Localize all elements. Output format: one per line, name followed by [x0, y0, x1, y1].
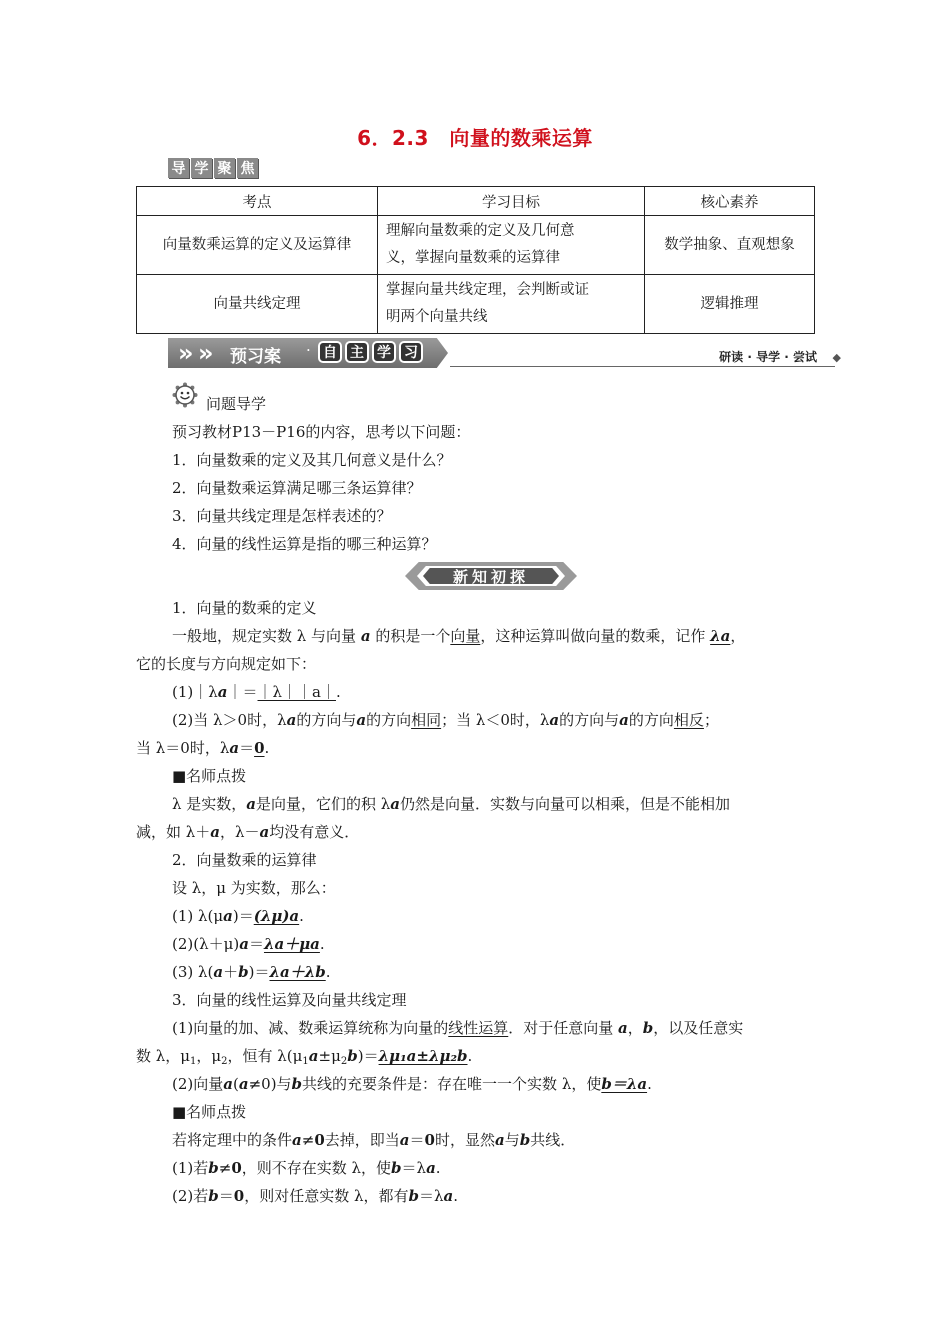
goal-cell — [378, 216, 645, 275]
goal-line: 明两个向量共线 — [386, 309, 488, 325]
table-header-row — [137, 187, 815, 216]
pill-char: 主 — [345, 341, 369, 363]
goal-cell — [378, 275, 645, 334]
paragraph-line: 一般地，规定实数 λ 与向量 a 的积是一个向量，这种运算叫做向量的数乘，记作 λa， — [172, 627, 746, 645]
banner-dot: · — [306, 341, 311, 359]
pill-char: 习 — [399, 341, 423, 363]
paragraph-line: 它的长度与方向规定如下： — [136, 655, 317, 673]
page-title: 6．2.3 向量的数乘运算 — [357, 126, 593, 150]
banner-rule — [450, 366, 835, 367]
question-item: 2．向量数乘运算满足哪三条运算律？ — [172, 479, 422, 497]
tag-label: 新知初探 — [452, 568, 529, 586]
new-knowledge-tag — [405, 562, 577, 590]
paragraph-line: 减，如 λ＋a，λ－a均没有意义． — [136, 823, 360, 841]
questions-intro: 预习教材P13－P16的内容，思考以下问题： — [172, 423, 471, 441]
question-item: 4．向量的线性运算是指的哪三种运算？ — [172, 535, 437, 553]
formula-line: (1) λ(μa)＝(λμ)a. — [172, 907, 304, 925]
table-row — [137, 216, 815, 275]
question-item: 1．向量数乘的定义及其几何意义是什么？ — [172, 451, 452, 469]
badge-char: 学 — [191, 158, 212, 178]
paragraph-line: 设 λ，μ 为实数，那么： — [172, 879, 336, 897]
topic-cell: 向量数乘运算的定义及运算律 — [137, 216, 378, 275]
paragraph-line: (2)当 λ＞0时，λa的方向与a的方向相同；当 λ＜0时，λa的方向与a的方向相反； — [172, 711, 719, 729]
formula-line: 数 λ，$\mu_1$，$\mu_2$，恒有 $\lambda(\mu_1a\pm\mu_2b)=\lambda\mu_1a\pm\lambda\mu_2b$. — [136, 1047, 473, 1067]
chevron-right-icon: » — [198, 339, 214, 367]
goal-line: 掌握向量共线定理，会判断或证 — [386, 282, 589, 298]
header-goal: 学习目标 — [378, 187, 645, 216]
question-item: 3．向量共线定理是怎样表述的？ — [172, 507, 392, 525]
tip-heading: ■名师点拨 — [172, 1103, 247, 1121]
topic-cell: 向量共线定理 — [137, 275, 378, 334]
banner-pill — [318, 341, 423, 363]
formula-line: (1)｜λa｜＝｜λ｜｜a｜. — [172, 683, 341, 701]
paragraph-line: 若将定理中的条件a≠0去掉，即当a＝0时，显然a与b共线． — [172, 1131, 576, 1149]
table-row — [137, 275, 815, 334]
pill-char: 自 — [318, 341, 342, 363]
tip-heading: ■名师点拨 — [172, 767, 247, 785]
formula-line: (2)(λ＋μ)a＝λa＋μa. — [172, 935, 325, 953]
paragraph-line: (1)若b≠0，则不存在实数 λ，使b＝λa. — [172, 1159, 441, 1177]
goals-table — [136, 186, 815, 334]
paragraph-line: 当 λ＝0时，λa＝0. — [136, 739, 270, 757]
section-badge — [168, 158, 258, 178]
paragraph-line: (2)向量a(a≠0)与b共线的充要条件是：存在唯一一个实数 λ，使b＝λa. — [172, 1075, 652, 1093]
section-heading: 1．向量的数乘的定义 — [172, 599, 317, 617]
section-heading: 3．向量的线性运算及向量共线定理 — [172, 991, 407, 1009]
badge-char: 导 — [168, 158, 189, 178]
badge-char: 聚 — [214, 158, 235, 178]
literacy-cell: 数学抽象、直观想象 — [645, 216, 815, 275]
paragraph-line: (2)若b＝0，则对任意实数 λ，都有b＝λa. — [172, 1187, 459, 1205]
formula-line: (3) λ(a＋b)＝λa＋λb. — [172, 963, 331, 981]
header-literacy: 核心素养 — [645, 187, 815, 216]
chevron-right-icon: » — [178, 339, 194, 367]
banner-title: 预习案 — [230, 347, 281, 367]
badge-char: 焦 — [237, 158, 258, 178]
banner-subtitle: 研读 · 导学 · 尝试 — [719, 350, 817, 364]
preview-banner — [168, 338, 843, 370]
literacy-cell: 逻辑推理 — [645, 275, 815, 334]
goal-line: 理解向量数乘的定义及几何意 — [386, 223, 575, 239]
paragraph-line: λ 是实数，a是向量，它们的积 λa仍然是向量．实数与向量可以相乘，但是不能相加 — [172, 795, 731, 813]
pill-char: 学 — [372, 341, 396, 363]
questions-heading: 问题导学 — [206, 395, 267, 413]
diamond-icon: ◆ — [832, 351, 841, 364]
smiley-icon — [172, 382, 198, 408]
section-heading: 2．向量数乘的运算律 — [172, 851, 317, 869]
paragraph-line: (1)向量的加、减、数乘运算统称为向量的线性运算．对于任意向量 a，b，以及任意实 — [172, 1019, 744, 1037]
goal-line: 义，掌握向量数乘的运算律 — [386, 250, 560, 266]
header-topic: 考点 — [137, 187, 378, 216]
